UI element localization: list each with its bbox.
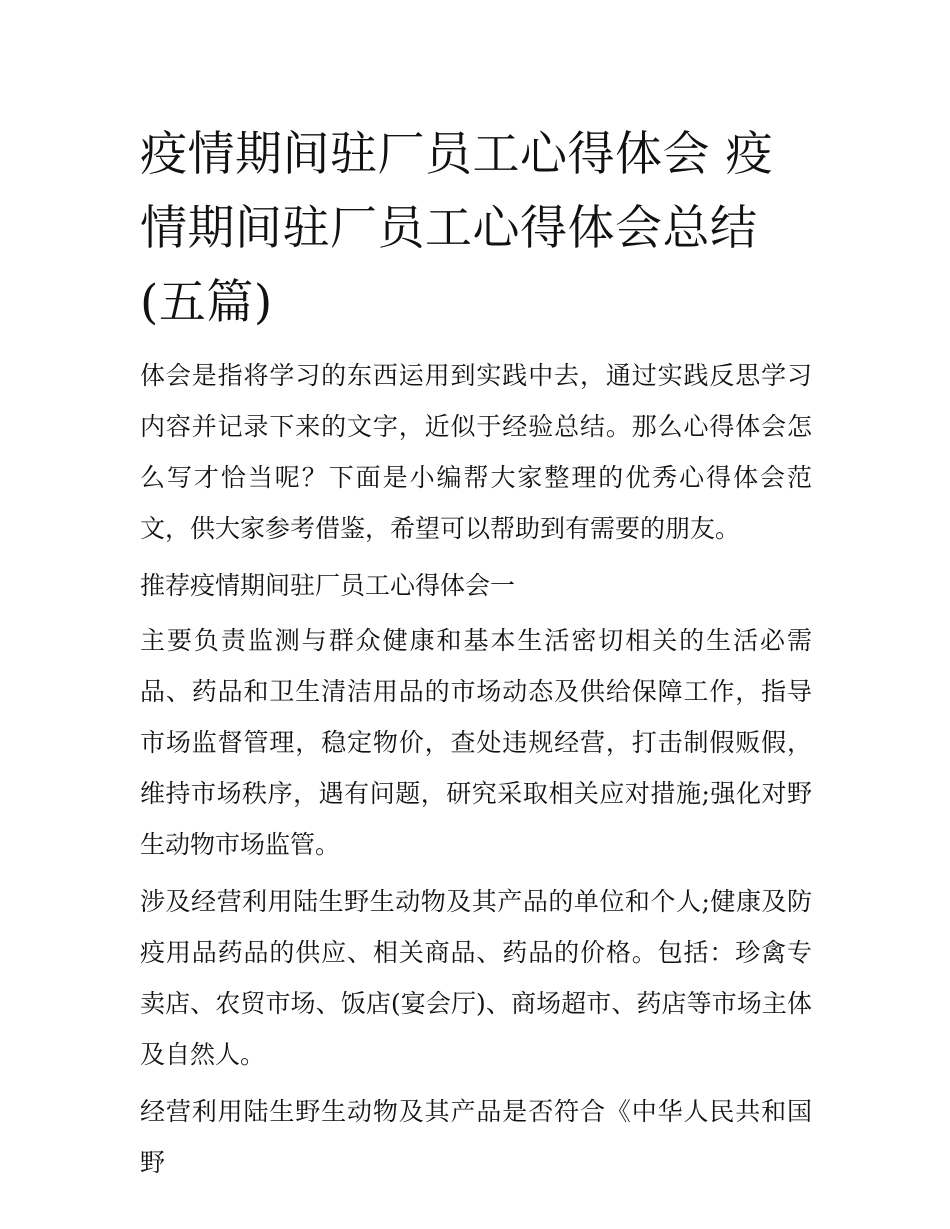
document-title: 疫情期间驻厂员工心得体会 疫情期间驻厂员工心得体会总结(五篇) bbox=[140, 127, 773, 330]
body-paragraph: 主要负责监测与群众健康和基本生活密切相关的生活必需品、药品和卫生清洁用品的市场动态及供给保障工作，指导市场监督管理，稳定物价，查处违规经营，打击制假贩假，维持市场秩序，遇有问题，研究采取相关应对措施;强化对野生动物市场监管。 bbox=[140, 626, 812, 859]
document-body bbox=[140, 350, 812, 1188]
body-paragraph: 涉及经营利用陆生野生动物及其产品的单位和个人;健康及防疫用品药品的供应、相关商品、药品的价格。包括：珍禽专卖店、农贸市场、饭店(宴会厅)、商场超市、药店等市场主体及自然人。 bbox=[140, 887, 812, 1069]
section-heading: 推荐疫情期间驻厂员工心得体会一 bbox=[140, 571, 516, 600]
body-paragraph: 经营利用陆生野生动物及其产品是否符合《中华人民共和国野 bbox=[140, 1097, 812, 1177]
document-page bbox=[140, 118, 812, 1194]
intro-paragraph: 体会是指将学习的东西运用到实践中去，通过实践反思学习内容并记录下来的文字，近似于经验总结。那么心得体会怎么写才恰当呢？下面是小编帮大家整理的优秀心得体会范文，供大家参考借鉴，希望可以帮助到有需要的朋友。 bbox=[140, 361, 812, 543]
